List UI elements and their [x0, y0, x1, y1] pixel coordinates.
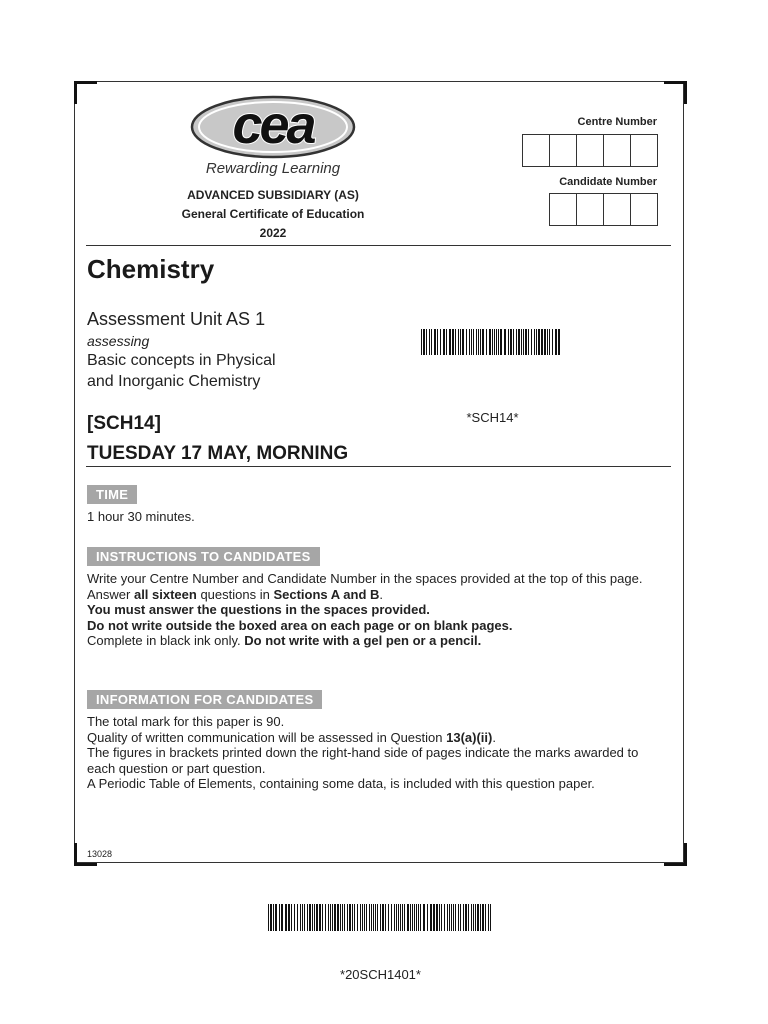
barcode-bar	[423, 904, 425, 931]
barcode-bar	[488, 904, 489, 931]
barcode-bar	[552, 329, 553, 355]
barcode-bar	[427, 904, 428, 931]
barcode-bar	[281, 904, 283, 931]
barcode-bar	[434, 329, 436, 355]
barcode-bar	[473, 329, 474, 355]
barcode-bar	[394, 904, 395, 931]
barcode-bar	[330, 904, 331, 931]
barcode-bar	[466, 329, 467, 355]
barcode-bar	[440, 329, 441, 355]
instructions-heading: INSTRUCTIONS TO CANDIDATES	[87, 547, 320, 566]
time-text: 1 hour 30 minutes.	[87, 509, 195, 524]
barcode-bar	[344, 904, 345, 931]
svg-text:cea: cea	[232, 95, 314, 155]
barcode-bar	[449, 904, 450, 931]
centre-number-digit-box[interactable]	[576, 134, 604, 167]
candidate-number-label: Candidate Number	[559, 176, 657, 188]
barcode-bar	[402, 904, 403, 931]
barcode-bar	[347, 904, 348, 931]
barcode-bar	[508, 329, 509, 355]
barcode-bar	[375, 904, 376, 931]
barcode-bar	[357, 904, 358, 931]
barcode-bar	[482, 329, 484, 355]
centre-number-boxes[interactable]	[523, 134, 658, 167]
barcode-bar	[538, 329, 540, 355]
barcode-bar	[400, 904, 401, 931]
barcode-bar	[288, 904, 290, 931]
barcode-bar	[385, 904, 386, 931]
instructions-body	[87, 571, 667, 649]
barcode-bar	[426, 329, 427, 355]
barcode-bar	[525, 329, 527, 355]
barcode-bar	[549, 329, 550, 355]
paper-barcode-text: *SCH14*	[466, 410, 519, 425]
barcode-bar	[412, 904, 413, 931]
barcode-bar	[476, 329, 477, 355]
date-divider	[86, 466, 671, 467]
barcode-bar	[471, 904, 472, 931]
barcode-bar	[462, 329, 464, 355]
barcode-bar	[485, 904, 486, 931]
barcode-bar	[325, 904, 326, 931]
assessment-unit: Assessment Unit AS 1	[87, 309, 266, 329]
barcode-bar	[304, 904, 305, 931]
barcode-bar	[362, 904, 363, 931]
barcode-bar	[420, 904, 421, 931]
barcode-bar	[273, 904, 274, 931]
barcode-bar	[302, 904, 303, 931]
barcode-bar	[547, 329, 548, 355]
barcode-bar	[453, 904, 454, 931]
exam-year: 2022	[259, 226, 287, 240]
barcode-bar	[436, 904, 438, 931]
barcode-bar	[498, 329, 499, 355]
barcode-bar	[418, 904, 419, 931]
barcode-bar	[458, 329, 459, 355]
information-line-4: A Periodic Table of Elements, containing some data, is included with this question paper.	[87, 776, 595, 791]
barcode-bar	[463, 904, 464, 931]
barcode-bar	[500, 329, 502, 355]
barcode-bar	[555, 329, 557, 355]
candidate-number-boxes[interactable]	[550, 193, 658, 226]
barcode-bar	[268, 904, 269, 931]
barcode-bar	[431, 329, 432, 355]
barcode-bar	[342, 904, 343, 931]
instructions-line-2: Answer all sixteen questions in Sections A and B.	[87, 586, 384, 602]
barcode-bar	[513, 329, 514, 355]
barcode-bar	[319, 904, 321, 931]
centre-number-digit-box[interactable]	[630, 134, 658, 167]
barcode-bar	[396, 904, 397, 931]
barcode-bar	[416, 904, 417, 931]
information-line-3: The figures in brackets printed down the right-hand side of pages indicate the marks awarded to each question or part question.	[87, 745, 639, 776]
barcode-bar	[518, 329, 520, 355]
barcode-bar	[297, 904, 298, 931]
barcode-bar	[449, 329, 451, 355]
barcode-bar	[439, 904, 440, 931]
page-barcode-text: *20SCH1401*	[340, 967, 421, 982]
barcode-bar	[496, 329, 497, 355]
barcode-bar	[270, 904, 272, 931]
barcode-bar	[391, 904, 392, 931]
barcode-bar	[337, 904, 339, 931]
barcode-bar	[307, 904, 308, 931]
barcode-bar	[404, 904, 405, 931]
barcode-bar	[558, 329, 560, 355]
information-line-1: The total mark for this paper is 90.	[87, 714, 285, 729]
barcode-bar	[316, 904, 318, 931]
barcode-bar	[460, 329, 461, 355]
barcode-bar	[455, 329, 456, 355]
barcode-bar	[521, 329, 522, 355]
barcode-bar	[398, 904, 399, 931]
barcode-bar	[300, 904, 301, 931]
barcode-bar	[465, 904, 467, 931]
barcode-bar	[433, 904, 435, 931]
exam-date: TUESDAY 17 MAY, MORNING	[87, 443, 349, 464]
barcode-bar	[441, 904, 442, 931]
candidate-number-digit-box[interactable]	[576, 193, 604, 226]
barcode-bar	[471, 329, 472, 355]
barcode-bar	[447, 904, 448, 931]
barcode-bar	[371, 904, 372, 931]
barcode-bar	[541, 329, 543, 355]
barcode-bar	[536, 329, 537, 355]
barcode-bar	[312, 904, 313, 931]
instructions-line-1: Write your Centre Number and Candidate Number in the spaces provided at the top of this page.	[87, 571, 643, 586]
instructions-line-3: You must answer the questions in the spaces provided.	[87, 602, 430, 617]
document-number: 13028	[87, 849, 113, 859]
barcode-bar	[388, 904, 389, 931]
barcode-bar	[380, 904, 381, 931]
barcode-bar	[314, 904, 315, 931]
barcode-bar	[349, 904, 351, 931]
logo-tagline: Rewarding Learning	[205, 160, 341, 177]
barcode-bar	[360, 904, 361, 931]
corner-mark-top-right	[664, 81, 687, 104]
barcode-bar	[369, 904, 370, 931]
barcode-bar	[452, 329, 454, 355]
barcode-bar	[480, 329, 481, 355]
certificate-title: General Certificate of Education	[181, 207, 365, 221]
barcode-bar	[354, 904, 355, 931]
header-divider	[86, 245, 671, 246]
centre-number-digit-box[interactable]	[603, 134, 631, 167]
assessing-label: assessing	[87, 333, 150, 349]
barcode-bar	[486, 329, 487, 355]
time-heading: TIME	[87, 485, 137, 504]
cea-logo	[190, 94, 356, 160]
barcode-bar	[332, 904, 333, 931]
barcode-bar	[528, 329, 529, 355]
barcode-bar	[429, 329, 430, 355]
page-barcode	[268, 904, 493, 931]
barcode-bar	[352, 904, 353, 931]
barcode-bar	[451, 904, 452, 931]
barcode-bar	[460, 904, 461, 931]
qualification-title: ADVANCED SUBSIDIARY (AS)	[187, 188, 359, 202]
topic-line-1: Basic concepts in Physical	[87, 352, 276, 369]
paper-code: [SCH14]	[87, 413, 161, 434]
barcode-bar	[322, 904, 323, 931]
candidate-number-digit-box[interactable]	[630, 193, 658, 226]
barcode-bar	[477, 904, 479, 931]
barcode-bar	[382, 904, 384, 931]
candidate-number-digit-box[interactable]	[603, 193, 631, 226]
barcode-bar	[482, 904, 484, 931]
barcode-bar	[469, 329, 470, 355]
instructions-line-4: Do not write outside the boxed area on each page or on blank pages.	[87, 617, 513, 633]
barcode-bar	[475, 904, 476, 931]
barcode-bar	[468, 904, 469, 931]
barcode-bar	[504, 329, 506, 355]
barcode-bar	[544, 329, 546, 355]
information-line-2: Quality of written communication will be assessed in Question 13(a)(ii).	[87, 729, 496, 745]
instructions-line-5: Complete in black ink only. Do not write with a gel pen or a pencil.	[87, 633, 482, 648]
barcode-bar	[458, 904, 459, 931]
barcode-bar	[478, 329, 479, 355]
barcode-bar	[328, 904, 329, 931]
barcode-bar	[407, 904, 409, 931]
barcode-bar	[494, 329, 495, 355]
barcode-bar	[534, 329, 535, 355]
barcode-bar	[340, 904, 341, 931]
barcode-bar	[437, 329, 438, 355]
barcode-bar	[410, 904, 411, 931]
barcode-bar	[291, 904, 292, 931]
barcode-bar	[430, 904, 432, 931]
barcode-bar	[364, 904, 365, 931]
topic-line-2: and Inorganic Chemistry	[87, 373, 261, 390]
barcode-bar	[455, 904, 456, 931]
barcode-bar	[377, 904, 378, 931]
barcode-bar	[473, 904, 474, 931]
barcode-bar	[279, 904, 280, 931]
barcode-bar	[421, 329, 422, 355]
barcode-bar	[446, 329, 447, 355]
barcode-bar	[366, 904, 367, 931]
barcode-bar	[423, 329, 425, 355]
barcode-bar	[480, 904, 481, 931]
barcode-bar	[373, 904, 374, 931]
barcode-bar	[443, 329, 445, 355]
paper-barcode	[421, 329, 564, 355]
candidate-number-digit-box[interactable]	[549, 193, 577, 226]
barcode-bar	[490, 904, 491, 931]
barcode-bar	[285, 904, 287, 931]
barcode-bar	[309, 904, 311, 931]
barcode-bar	[275, 904, 277, 931]
barcode-bar	[294, 904, 295, 931]
centre-number-digit-box[interactable]	[522, 134, 550, 167]
barcode-bar	[516, 329, 517, 355]
barcode-bar	[531, 329, 532, 355]
barcode-bar	[489, 329, 491, 355]
barcode-bar	[444, 904, 445, 931]
information-heading: INFORMATION FOR CANDIDATES	[87, 690, 322, 709]
centre-number-digit-box[interactable]	[549, 134, 577, 167]
corner-mark-top-left	[74, 81, 97, 104]
barcode-bar	[492, 329, 493, 355]
barcode-bar	[334, 904, 336, 931]
barcode-bar	[510, 329, 512, 355]
information-body	[87, 714, 657, 792]
subject-title: Chemistry	[87, 254, 215, 284]
barcode-bar	[414, 904, 415, 931]
barcode-bar	[523, 329, 524, 355]
centre-number-label: Centre Number	[577, 116, 657, 128]
corner-mark-bottom-right	[664, 843, 687, 866]
